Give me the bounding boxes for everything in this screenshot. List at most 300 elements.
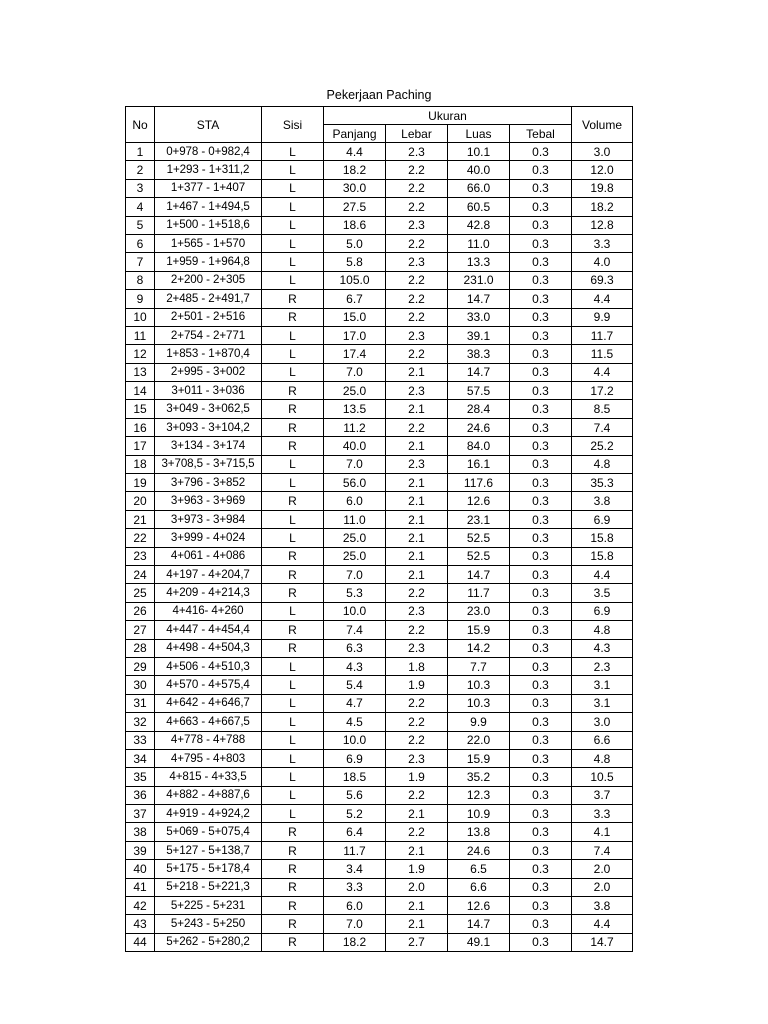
cell-sta: 4+416- 4+260 [155,602,262,620]
table-row [126,198,633,216]
cell-volume: 3.8 [572,897,633,915]
table-row [126,363,633,381]
cell-no: 18 [126,455,155,473]
cell-tebal: 0.3 [510,602,572,620]
cell-volume: 7.4 [572,841,633,859]
table-row [126,529,633,547]
cell-luas: 16.1 [448,455,510,473]
cell-volume: 69.3 [572,271,633,289]
table-row [126,326,633,344]
cell-sisi: L [262,786,324,804]
cell-tebal: 0.3 [510,253,572,271]
cell-lebar: 2.3 [386,216,448,234]
cell-lebar: 1.9 [386,676,448,694]
cell-sta: 3+049 - 3+062,5 [155,400,262,418]
cell-no: 13 [126,363,155,381]
cell-volume: 8.5 [572,400,633,418]
cell-tebal: 0.3 [510,933,572,951]
cell-no: 33 [126,731,155,749]
table-row [126,878,633,896]
cell-lebar: 2.2 [386,713,448,731]
cell-panjang: 5.3 [324,584,386,602]
cell-luas: 24.6 [448,418,510,436]
cell-sisi: L [262,731,324,749]
cell-tebal: 0.3 [510,860,572,878]
cell-lebar: 2.1 [386,492,448,510]
cell-sta: 3+963 - 3+969 [155,492,262,510]
cell-volume: 4.4 [572,290,633,308]
cell-no: 29 [126,657,155,675]
table-row [126,179,633,197]
cell-no: 41 [126,878,155,896]
cell-no: 43 [126,915,155,933]
cell-volume: 9.9 [572,308,633,326]
cell-volume: 3.0 [572,713,633,731]
cell-luas: 49.1 [448,933,510,951]
table-row [126,253,633,271]
cell-lebar: 2.1 [386,400,448,418]
cell-tebal: 0.3 [510,179,572,197]
cell-panjang: 25.0 [324,547,386,565]
cell-sta: 4+795 - 4+803 [155,749,262,767]
cell-sisi: R [262,841,324,859]
cell-luas: 12.6 [448,897,510,915]
cell-lebar: 2.2 [386,584,448,602]
cell-volume: 11.5 [572,345,633,363]
cell-sisi: L [262,676,324,694]
cell-no: 1 [126,143,155,161]
cell-panjang: 11.0 [324,510,386,528]
cell-sisi: L [262,253,324,271]
cell-tebal: 0.3 [510,768,572,786]
cell-panjang: 18.5 [324,768,386,786]
cell-sta: 2+200 - 2+305 [155,271,262,289]
cell-tebal: 0.3 [510,621,572,639]
cell-tebal: 0.3 [510,234,572,252]
cell-lebar: 2.3 [386,455,448,473]
cell-lebar: 2.2 [386,621,448,639]
cell-panjang: 3.3 [324,878,386,896]
table-row [126,749,633,767]
cell-panjang: 25.0 [324,529,386,547]
cell-tebal: 0.3 [510,749,572,767]
table-row [126,786,633,804]
cell-volume: 10.5 [572,768,633,786]
cell-lebar: 2.1 [386,529,448,547]
cell-no: 9 [126,290,155,308]
cell-volume: 17.2 [572,382,633,400]
cell-panjang: 6.9 [324,749,386,767]
cell-panjang: 15.0 [324,308,386,326]
cell-sisi: R [262,915,324,933]
cell-volume: 3.5 [572,584,633,602]
cell-sta: 4+506 - 4+510,3 [155,657,262,675]
cell-no: 42 [126,897,155,915]
cell-luas: 35.2 [448,768,510,786]
cell-sta: 4+778 - 4+788 [155,731,262,749]
cell-lebar: 2.7 [386,933,448,951]
cell-lebar: 2.1 [386,915,448,933]
cell-volume: 7.4 [572,418,633,436]
cell-panjang: 30.0 [324,179,386,197]
header-luas: Luas [448,125,510,143]
cell-sisi: L [262,529,324,547]
cell-tebal: 0.3 [510,418,572,436]
cell-lebar: 2.1 [386,437,448,455]
cell-volume: 2.0 [572,860,633,878]
cell-panjang: 10.0 [324,602,386,620]
cell-panjang: 3.4 [324,860,386,878]
cell-tebal: 0.3 [510,363,572,381]
cell-luas: 10.9 [448,805,510,823]
cell-sisi: R [262,860,324,878]
header-sta: STA [155,107,262,143]
cell-lebar: 2.2 [386,234,448,252]
cell-lebar: 1.8 [386,657,448,675]
table-row [126,308,633,326]
cell-lebar: 1.9 [386,860,448,878]
cell-sisi: R [262,437,324,455]
table-row [126,271,633,289]
cell-tebal: 0.3 [510,455,572,473]
cell-luas: 15.9 [448,749,510,767]
cell-no: 31 [126,694,155,712]
cell-no: 3 [126,179,155,197]
header-no: No [126,107,155,143]
cell-panjang: 17.0 [324,326,386,344]
cell-volume: 3.1 [572,694,633,712]
cell-volume: 15.8 [572,529,633,547]
cell-tebal: 0.3 [510,565,572,583]
cell-sisi: L [262,474,324,492]
cell-volume: 35.3 [572,474,633,492]
cell-luas: 33.0 [448,308,510,326]
table-row [126,584,633,602]
cell-volume: 3.3 [572,234,633,252]
cell-panjang: 18.6 [324,216,386,234]
table-row [126,492,633,510]
cell-lebar: 2.3 [386,749,448,767]
cell-sta: 3+011 - 3+036 [155,382,262,400]
cell-no: 14 [126,382,155,400]
table-row [126,841,633,859]
cell-sta: 1+377 - 1+407 [155,179,262,197]
table-row [126,400,633,418]
cell-sta: 1+959 - 1+964,8 [155,253,262,271]
cell-luas: 13.3 [448,253,510,271]
cell-luas: 13.8 [448,823,510,841]
cell-panjang: 6.3 [324,639,386,657]
cell-panjang: 18.2 [324,161,386,179]
cell-panjang: 5.0 [324,234,386,252]
cell-sisi: R [262,565,324,583]
cell-tebal: 0.3 [510,841,572,859]
cell-tebal: 0.3 [510,326,572,344]
cell-sta: 4+498 - 4+504,3 [155,639,262,657]
cell-no: 25 [126,584,155,602]
table-row [126,565,633,583]
cell-luas: 28.4 [448,400,510,418]
table-row [126,805,633,823]
cell-panjang: 6.7 [324,290,386,308]
cell-sisi: R [262,400,324,418]
table-row [126,602,633,620]
cell-volume: 11.7 [572,326,633,344]
cell-sisi: L [262,363,324,381]
cell-luas: 39.1 [448,326,510,344]
cell-sta: 5+262 - 5+280,2 [155,933,262,951]
cell-volume: 4.4 [572,565,633,583]
cell-tebal: 0.3 [510,400,572,418]
table-row [126,860,633,878]
table-row [126,713,633,731]
cell-tebal: 0.3 [510,308,572,326]
cell-panjang: 5.8 [324,253,386,271]
cell-sta: 2+754 - 2+771 [155,326,262,344]
cell-panjang: 17.4 [324,345,386,363]
cell-volume: 2.0 [572,878,633,896]
cell-sta: 5+225 - 5+231 [155,897,262,915]
cell-volume: 25.2 [572,437,633,455]
cell-sta: 4+815 - 4+33,5 [155,768,262,786]
cell-sta: 4+197 - 4+204,7 [155,565,262,583]
cell-luas: 84.0 [448,437,510,455]
table-row [126,768,633,786]
cell-sta: 3+708,5 - 3+715,5 [155,455,262,473]
cell-lebar: 2.3 [386,639,448,657]
cell-no: 38 [126,823,155,841]
table-row [126,143,633,161]
cell-tebal: 0.3 [510,878,572,896]
cell-panjang: 7.0 [324,565,386,583]
cell-luas: 231.0 [448,271,510,289]
cell-no: 40 [126,860,155,878]
table-row [126,933,633,951]
cell-luas: 38.3 [448,345,510,363]
cell-tebal: 0.3 [510,474,572,492]
cell-sta: 4+061 - 4+086 [155,547,262,565]
cell-panjang: 27.5 [324,198,386,216]
cell-luas: 52.5 [448,529,510,547]
cell-no: 7 [126,253,155,271]
cell-sisi: L [262,345,324,363]
cell-tebal: 0.3 [510,437,572,455]
cell-no: 4 [126,198,155,216]
cell-no: 5 [126,216,155,234]
table-row [126,382,633,400]
cell-volume: 19.8 [572,179,633,197]
table-row [126,915,633,933]
cell-sta: 4+447 - 4+454,4 [155,621,262,639]
cell-luas: 66.0 [448,179,510,197]
cell-volume: 6.9 [572,602,633,620]
cell-luas: 23.0 [448,602,510,620]
cell-panjang: 7.0 [324,363,386,381]
cell-lebar: 2.3 [386,253,448,271]
cell-tebal: 0.3 [510,676,572,694]
cell-luas: 11.7 [448,584,510,602]
cell-lebar: 2.1 [386,805,448,823]
cell-volume: 3.8 [572,492,633,510]
cell-tebal: 0.3 [510,694,572,712]
cell-tebal: 0.3 [510,216,572,234]
cell-luas: 7.7 [448,657,510,675]
cell-sta: 3+796 - 3+852 [155,474,262,492]
cell-tebal: 0.3 [510,897,572,915]
cell-sta: 1+565 - 1+570 [155,234,262,252]
cell-sisi: R [262,584,324,602]
cell-sisi: R [262,621,324,639]
header-lebar: Lebar [386,125,448,143]
cell-tebal: 0.3 [510,786,572,804]
cell-no: 32 [126,713,155,731]
cell-panjang: 105.0 [324,271,386,289]
cell-volume: 4.8 [572,749,633,767]
cell-luas: 9.9 [448,713,510,731]
header-sisi: Sisi [262,107,324,143]
cell-luas: 14.7 [448,363,510,381]
cell-panjang: 40.0 [324,437,386,455]
cell-volume: 4.3 [572,639,633,657]
cell-sisi: L [262,161,324,179]
cell-sisi: L [262,602,324,620]
table-row [126,455,633,473]
cell-panjang: 5.4 [324,676,386,694]
cell-sisi: L [262,768,324,786]
cell-no: 27 [126,621,155,639]
cell-lebar: 2.2 [386,161,448,179]
cell-tebal: 0.3 [510,657,572,675]
cell-no: 15 [126,400,155,418]
cell-sta: 5+243 - 5+250 [155,915,262,933]
cell-sta: 3+134 - 3+174 [155,437,262,455]
cell-volume: 12.8 [572,216,633,234]
cell-luas: 57.5 [448,382,510,400]
cell-sta: 4+919 - 4+924,2 [155,805,262,823]
cell-no: 34 [126,749,155,767]
cell-sisi: R [262,897,324,915]
table-body [126,143,633,952]
cell-lebar: 2.2 [386,290,448,308]
cell-lebar: 2.1 [386,363,448,381]
cell-panjang: 7.4 [324,621,386,639]
cell-volume: 4.0 [572,253,633,271]
table-row [126,897,633,915]
cell-lebar: 2.1 [386,510,448,528]
header-tebal: Tebal [510,125,572,143]
cell-no: 23 [126,547,155,565]
cell-no: 20 [126,492,155,510]
cell-no: 6 [126,234,155,252]
table-row [126,437,633,455]
table-row [126,657,633,675]
cell-luas: 6.5 [448,860,510,878]
cell-lebar: 2.1 [386,547,448,565]
cell-tebal: 0.3 [510,731,572,749]
cell-no: 37 [126,805,155,823]
cell-panjang: 11.7 [324,841,386,859]
cell-tebal: 0.3 [510,143,572,161]
cell-no: 10 [126,308,155,326]
cell-panjang: 10.0 [324,731,386,749]
cell-no: 2 [126,161,155,179]
cell-tebal: 0.3 [510,584,572,602]
cell-luas: 14.7 [448,290,510,308]
cell-sisi: L [262,198,324,216]
table-row [126,216,633,234]
cell-no: 8 [126,271,155,289]
cell-volume: 2.3 [572,657,633,675]
cell-sta: 1+500 - 1+518,6 [155,216,262,234]
cell-sta: 4+209 - 4+214,3 [155,584,262,602]
cell-sisi: R [262,878,324,896]
cell-lebar: 2.2 [386,308,448,326]
cell-sisi: L [262,455,324,473]
cell-lebar: 2.0 [386,878,448,896]
cell-lebar: 2.2 [386,823,448,841]
cell-panjang: 4.7 [324,694,386,712]
cell-luas: 14.7 [448,915,510,933]
cell-tebal: 0.3 [510,805,572,823]
cell-panjang: 25.0 [324,382,386,400]
cell-luas: 6.6 [448,878,510,896]
cell-lebar: 2.2 [386,418,448,436]
cell-luas: 24.6 [448,841,510,859]
cell-lebar: 2.3 [386,143,448,161]
cell-volume: 12.0 [572,161,633,179]
cell-tebal: 0.3 [510,290,572,308]
cell-sisi: L [262,234,324,252]
cell-luas: 52.5 [448,547,510,565]
cell-no: 26 [126,602,155,620]
cell-lebar: 2.2 [386,694,448,712]
cell-luas: 22.0 [448,731,510,749]
cell-no: 16 [126,418,155,436]
table-header [126,107,633,143]
cell-panjang: 4.4 [324,143,386,161]
cell-luas: 60.5 [448,198,510,216]
cell-tebal: 0.3 [510,639,572,657]
cell-sisi: R [262,382,324,400]
cell-sisi: R [262,290,324,308]
cell-luas: 10.3 [448,676,510,694]
cell-no: 21 [126,510,155,528]
cell-luas: 117.6 [448,474,510,492]
cell-lebar: 2.3 [386,382,448,400]
cell-volume: 6.9 [572,510,633,528]
cell-lebar: 2.2 [386,786,448,804]
patching-table [125,106,633,952]
table-row [126,474,633,492]
cell-sta: 0+978 - 0+982,4 [155,143,262,161]
cell-volume: 18.2 [572,198,633,216]
cell-lebar: 2.2 [386,731,448,749]
cell-luas: 10.1 [448,143,510,161]
cell-lebar: 2.2 [386,198,448,216]
cell-sta: 2+501 - 2+516 [155,308,262,326]
cell-sta: 2+995 - 3+002 [155,363,262,381]
cell-luas: 14.2 [448,639,510,657]
cell-sisi: L [262,510,324,528]
cell-no: 24 [126,565,155,583]
table-row [126,510,633,528]
cell-panjang: 6.0 [324,897,386,915]
cell-sisi: L [262,179,324,197]
cell-sta: 4+570 - 4+575,4 [155,676,262,694]
cell-panjang: 7.0 [324,455,386,473]
cell-sta: 5+127 - 5+138,7 [155,841,262,859]
cell-lebar: 2.1 [386,897,448,915]
